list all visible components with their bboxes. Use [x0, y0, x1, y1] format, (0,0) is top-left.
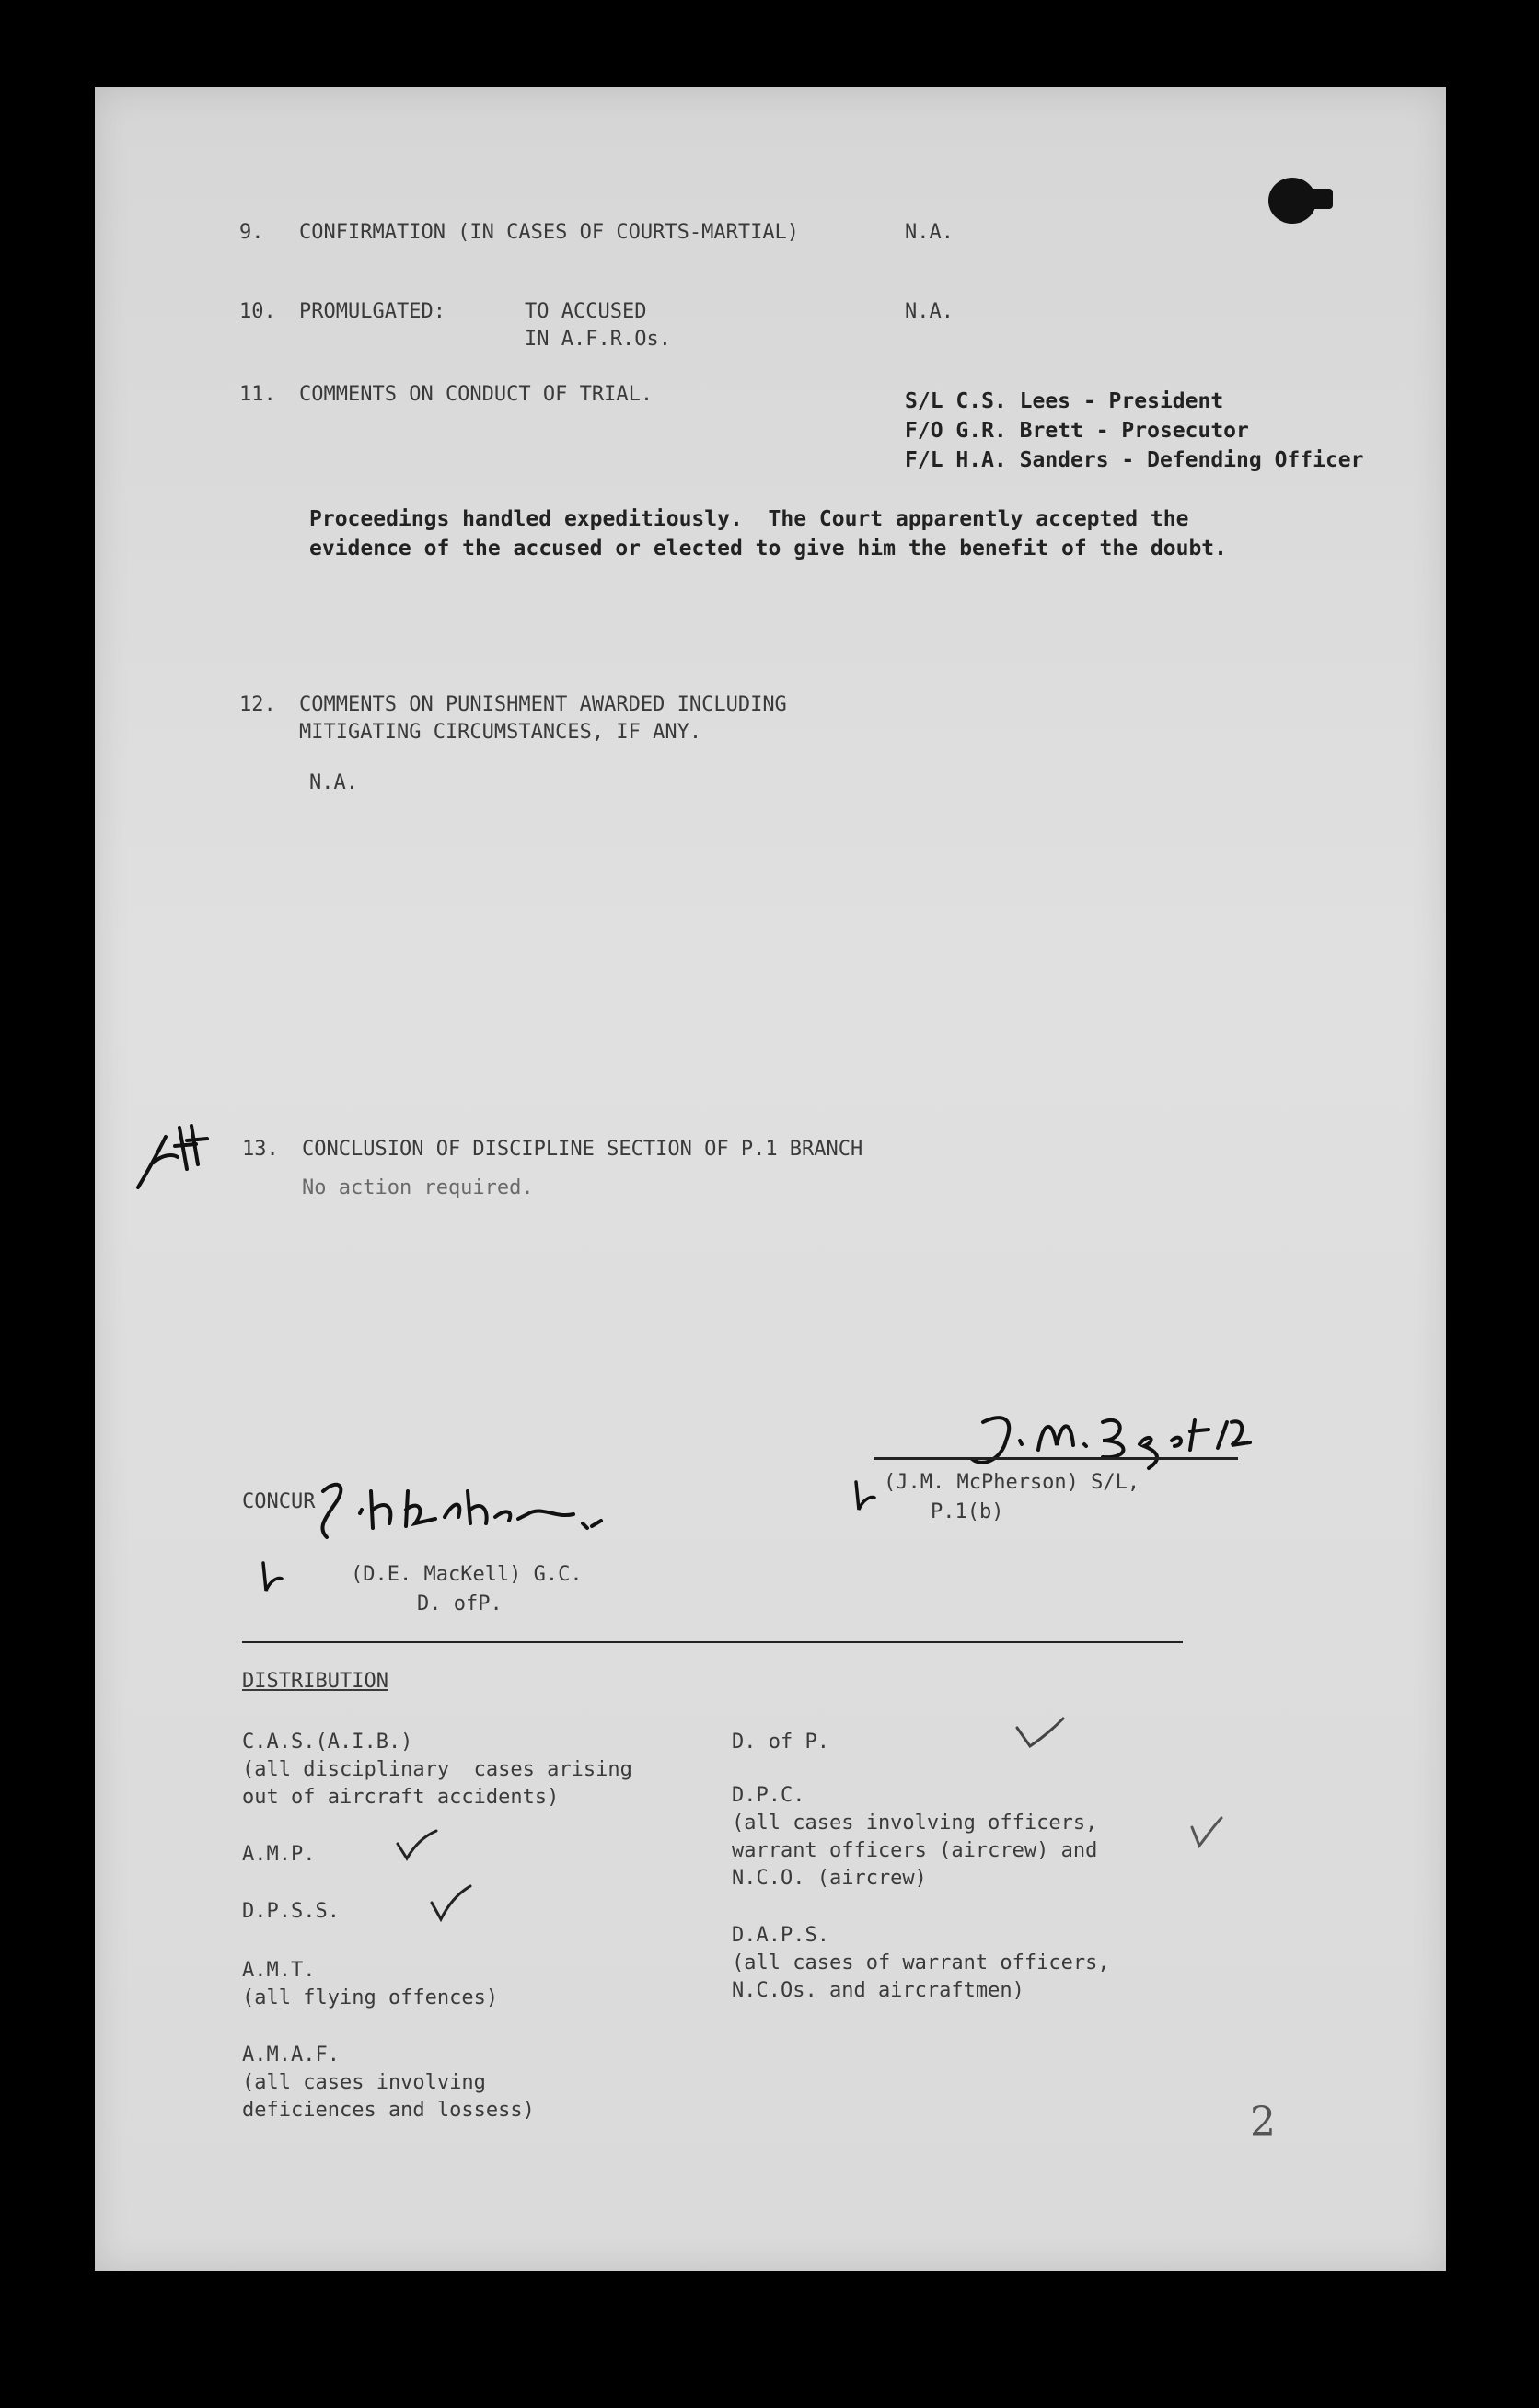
dist-dpc: D.P.C.: [732, 1784, 805, 1807]
checkmark-icon: [394, 1827, 440, 1869]
item-11-label: COMMENTS ON CONDUCT OF TRIAL.: [299, 383, 654, 406]
item-11-number: 11.: [239, 383, 276, 406]
checkmark-icon: [1188, 1814, 1225, 1856]
document-page: [95, 87, 1446, 2271]
right-signatory-title: P.1(b): [931, 1500, 1004, 1523]
left-signatory-name: (D.E. MacKell) G.C.: [351, 1563, 583, 1586]
dist-cas-aib-note-1: (all disciplinary cases arising: [242, 1758, 632, 1781]
officer-president: S/L C.S. Lees - President: [905, 389, 1224, 413]
item-12-line-2: MITIGATING CIRCUMSTANCES, IF ANY.: [299, 721, 702, 744]
item-10-value: N.A.: [905, 300, 954, 323]
dist-daps-note-1: (all cases of warrant officers,: [732, 1951, 1110, 1974]
item-13-number: 13.: [242, 1138, 279, 1161]
dist-cas-aib: C.A.S.(A.I.B.): [242, 1731, 413, 1754]
distribution-heading: DISTRIBUTION: [242, 1670, 388, 1693]
dist-d-of-p: D. of P.: [732, 1731, 829, 1754]
distribution-divider: [242, 1641, 1183, 1643]
dist-amaf-note-1: (all cases involving: [242, 2071, 486, 2094]
page-number: 2: [1250, 2099, 1276, 2146]
officer-defending: F/L H.A. Sanders - Defending Officer: [905, 448, 1364, 472]
dist-amaf: A.M.A.F.: [242, 2043, 340, 2066]
dist-cas-aib-note-2: out of aircraft accidents): [242, 1786, 560, 1809]
item-10-sub2: IN A.F.R.Os.: [525, 328, 671, 351]
item-13-label: CONCLUSION OF DISCIPLINE SECTION OF P.1 BRANCH: [302, 1138, 863, 1161]
item-9-value: N.A.: [905, 221, 954, 244]
concur-label: CONCUR: [242, 1490, 316, 1513]
officer-prosecutor: F/O G.R. Brett - Prosecutor: [905, 419, 1249, 443]
item-10-sub1: TO ACCUSED: [525, 300, 647, 323]
item-10-label: PROMULGATED:: [299, 300, 446, 323]
item-9-label: CONFIRMATION (IN CASES OF COURTS-MARTIAL): [299, 221, 800, 244]
trial-comment-line-2: evidence of the accused or elected to give him the benefit of the doubt.: [309, 537, 1227, 561]
item-13-value: No action required.: [302, 1176, 534, 1199]
handwritten-tick-right-name: [851, 1477, 879, 1519]
dist-daps-note-2: N.C.Os. and aircraftmen): [732, 1979, 1024, 2002]
checkmark-icon: [1013, 1715, 1069, 1756]
signature-line-right: [874, 1457, 1238, 1460]
item-12-line-1: COMMENTS ON PUNISHMENT AWARDED INCLUDING: [299, 693, 787, 716]
item-12-number: 12.: [239, 693, 276, 716]
trial-comment-line-1: Proceedings handled expeditiously. The Court apparently accepted the: [309, 507, 1189, 531]
checkmark-icon: [428, 1882, 474, 1929]
dist-dpc-note-2: warrant officers (aircrew) and: [732, 1839, 1098, 1862]
left-signatory-title: D. ofP.: [417, 1592, 503, 1615]
handwritten-tick-left-name: [259, 1558, 286, 1600]
handwritten-initials-mark: [133, 1118, 235, 1197]
item-12-value: N.A.: [309, 771, 358, 794]
handwritten-signature-left: [307, 1473, 619, 1551]
right-signatory-name: (J.M. McPherson) S/L,: [884, 1471, 1140, 1494]
dist-amp: A.M.P.: [242, 1843, 316, 1866]
dist-dpc-note-1: (all cases involving officers,: [732, 1812, 1098, 1835]
item-9-number: 9.: [239, 221, 264, 244]
dist-amt: A.M.T.: [242, 1959, 316, 1982]
item-10-number: 10.: [239, 300, 276, 323]
dist-amaf-note-2: deficiences and lossess): [242, 2099, 535, 2122]
dist-dpss: D.P.S.S.: [242, 1900, 340, 1923]
dist-amt-note: (all flying offences): [242, 1986, 499, 2009]
dist-daps: D.A.P.S.: [732, 1924, 829, 1947]
ink-blot-2: [1305, 189, 1333, 209]
dist-dpc-note-3: N.C.O. (aircrew): [732, 1867, 927, 1890]
